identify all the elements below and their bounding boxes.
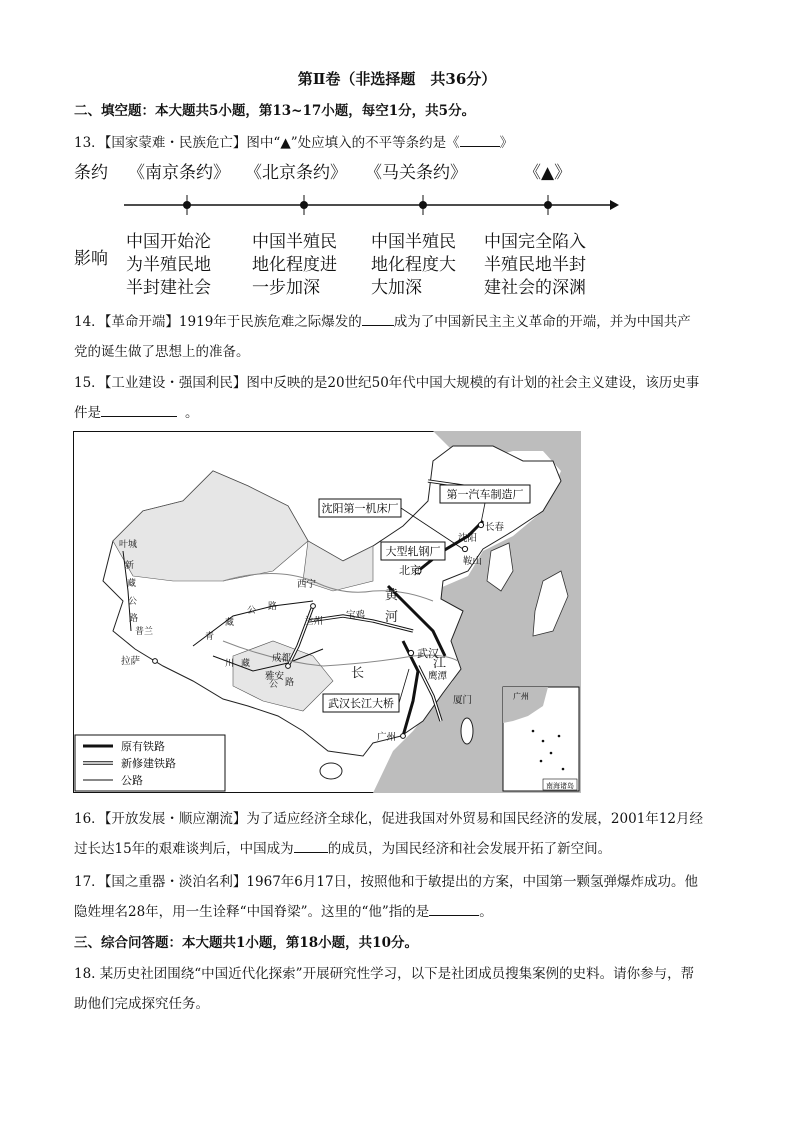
city-guangzhou: 广州: [377, 732, 397, 743]
svg-text:南海诸岛: 南海诸岛: [546, 782, 574, 790]
q17-answer-blank[interactable]: [429, 901, 479, 916]
paper-title: 第Ⅱ卷（非选择题 共36分）: [297, 70, 497, 88]
question-16-line2: 过长达15年的艰难谈判后，中国成为 的成员，为国民经济和社会发展开拓了新空间。: [74, 837, 611, 857]
map-legend: [75, 735, 225, 791]
svg-text:广州: 广州: [513, 692, 529, 701]
road-label: 藏: [225, 618, 235, 628]
q13-text: 13．【国家蒙难・民族危亡】图中“▲”处应填入的不平等条约是《: [74, 135, 460, 151]
question-17: 17．【国之重器・淡泊名利】1967年6月17日，按照他和于敏提出的方案，中国第一颗氢弹爆炸成功。他: [74, 874, 699, 890]
effect-3: 中国半殖民 地化程度大 大加深: [371, 232, 456, 298]
south-china-sea-inset: [503, 687, 579, 791]
river-label-huang: 黄: [385, 588, 399, 603]
svg-text:武汉长江大桥: 武汉长江大桥: [328, 697, 394, 710]
city-anshan: 鞍山: [463, 556, 483, 567]
question-14: 14．【革命开端】1919年于民族危难之际爆发的 成为了中国新民主主义革命的开端，并为中国共产: [74, 310, 691, 330]
question-15: 15．【工业建设・强国利民】图中反映的是20世纪50年代中国大规模的有计划的社会主义建设，该历史事: [74, 375, 700, 391]
road-label: 公: [247, 606, 257, 616]
svg-text:第一汽车制造厂: 第一汽车制造厂: [446, 488, 524, 501]
q13-text-end: 》: [499, 135, 514, 151]
callout-steel-mill: [381, 542, 445, 560]
treaty-timeline: [74, 152, 634, 302]
city-wuhan: 武汉: [417, 647, 439, 660]
q14-answer-blank[interactable]: [362, 311, 394, 326]
city-xiamen: 厦门: [453, 695, 473, 706]
road-label: 川: [225, 659, 235, 669]
timeline-axis: [74, 195, 634, 215]
road-label: 青: [205, 632, 215, 642]
question-18: 18. 某历史社团围绕“中国近代化探索”开展研究性学习，以下是社团成员搜集案例的史料。请你参与，帮: [74, 966, 695, 982]
q16-answer-blank[interactable]: [294, 838, 328, 853]
city-xining: 西宁: [297, 579, 317, 590]
svg-text:原有铁路: 原有铁路: [121, 740, 165, 753]
treaty-label: 《马关条约》: [365, 163, 467, 183]
road-label: 公: [269, 680, 279, 690]
question-15-line2: 件是 。: [74, 401, 199, 421]
city-changchun: 长春: [485, 522, 505, 533]
city-lanzhou: 兰州: [304, 616, 324, 627]
effect-4: 中国完全陷入 半殖民地半封 建社会的深渊: [484, 232, 586, 298]
city-yingtan: 鹰潭: [428, 671, 448, 682]
road-label: 藏: [127, 579, 137, 589]
treaty-label: 《南京条约》: [128, 163, 230, 183]
q15-answer-blank[interactable]: [101, 402, 177, 417]
effect-2: 中国半殖民 地化程度进 一步加深: [252, 232, 337, 298]
road-label: 藏: [241, 659, 251, 669]
svg-text:公路: 公路: [121, 774, 143, 787]
road-label: 路: [285, 678, 295, 688]
road-label: 新: [125, 561, 135, 571]
road-label: 路: [129, 614, 139, 624]
city-lhasa: 拉萨: [121, 656, 141, 667]
road-label: 普兰: [135, 627, 154, 637]
question-17-line2: 隐姓埋名28年，用一生诠释“中国脊梁”。这里的“他”指的是 。: [74, 900, 493, 920]
city-chengdu: 成都: [272, 653, 292, 664]
river-label-chang: 长: [351, 666, 365, 681]
river-label-he: 河: [385, 610, 399, 625]
timeline-row-label-treaty: 条约: [74, 163, 108, 183]
city-baoji: 宝鸡: [346, 610, 366, 621]
treaty-label: 《▲》: [524, 163, 572, 183]
question-14-line2: 党的诞生做了思想上的准备。: [74, 344, 250, 360]
q13-answer-blank[interactable]: [460, 132, 500, 147]
svg-text:沈阳第一机床厂: 沈阳第一机床厂: [321, 502, 399, 515]
city-yaan: 雅安: [265, 671, 285, 682]
city-beijing: 北京: [399, 564, 421, 577]
question-13: [74, 131, 513, 151]
svg-text:新修建铁路: 新修建铁路: [121, 757, 176, 770]
timeline-row-label-effect: 影响: [74, 249, 108, 269]
effect-1: 中国开始沦 为半殖民地 半封建社会: [126, 232, 211, 298]
svg-text:大型轧钢厂: 大型轧钢厂: [385, 545, 441, 558]
road-label: 路: [268, 602, 278, 612]
section-3-heading: 三、综合问答题：本大题共1小题，第18小题，共10分。: [74, 935, 418, 951]
city-shenyang: 沈阳: [458, 533, 478, 544]
river-label-jiang: 江: [433, 656, 447, 671]
railway-map: [73, 431, 581, 793]
question-16: 16．【开放发展・顺应潮流】为了适应经济全球化，促进我国对外贸易和国民经济的发展，2001年12月经: [74, 811, 703, 827]
road-label: 公: [128, 597, 138, 607]
section-2-heading: 二、填空题：本大题共5小题，第13~17小题，每空1分，共5分。: [74, 103, 476, 119]
treaty-label: 《北京条约》: [245, 163, 347, 183]
question-18-line2: 助他们完成探究任务。: [74, 996, 209, 1012]
road-label: 叶城: [119, 540, 138, 550]
